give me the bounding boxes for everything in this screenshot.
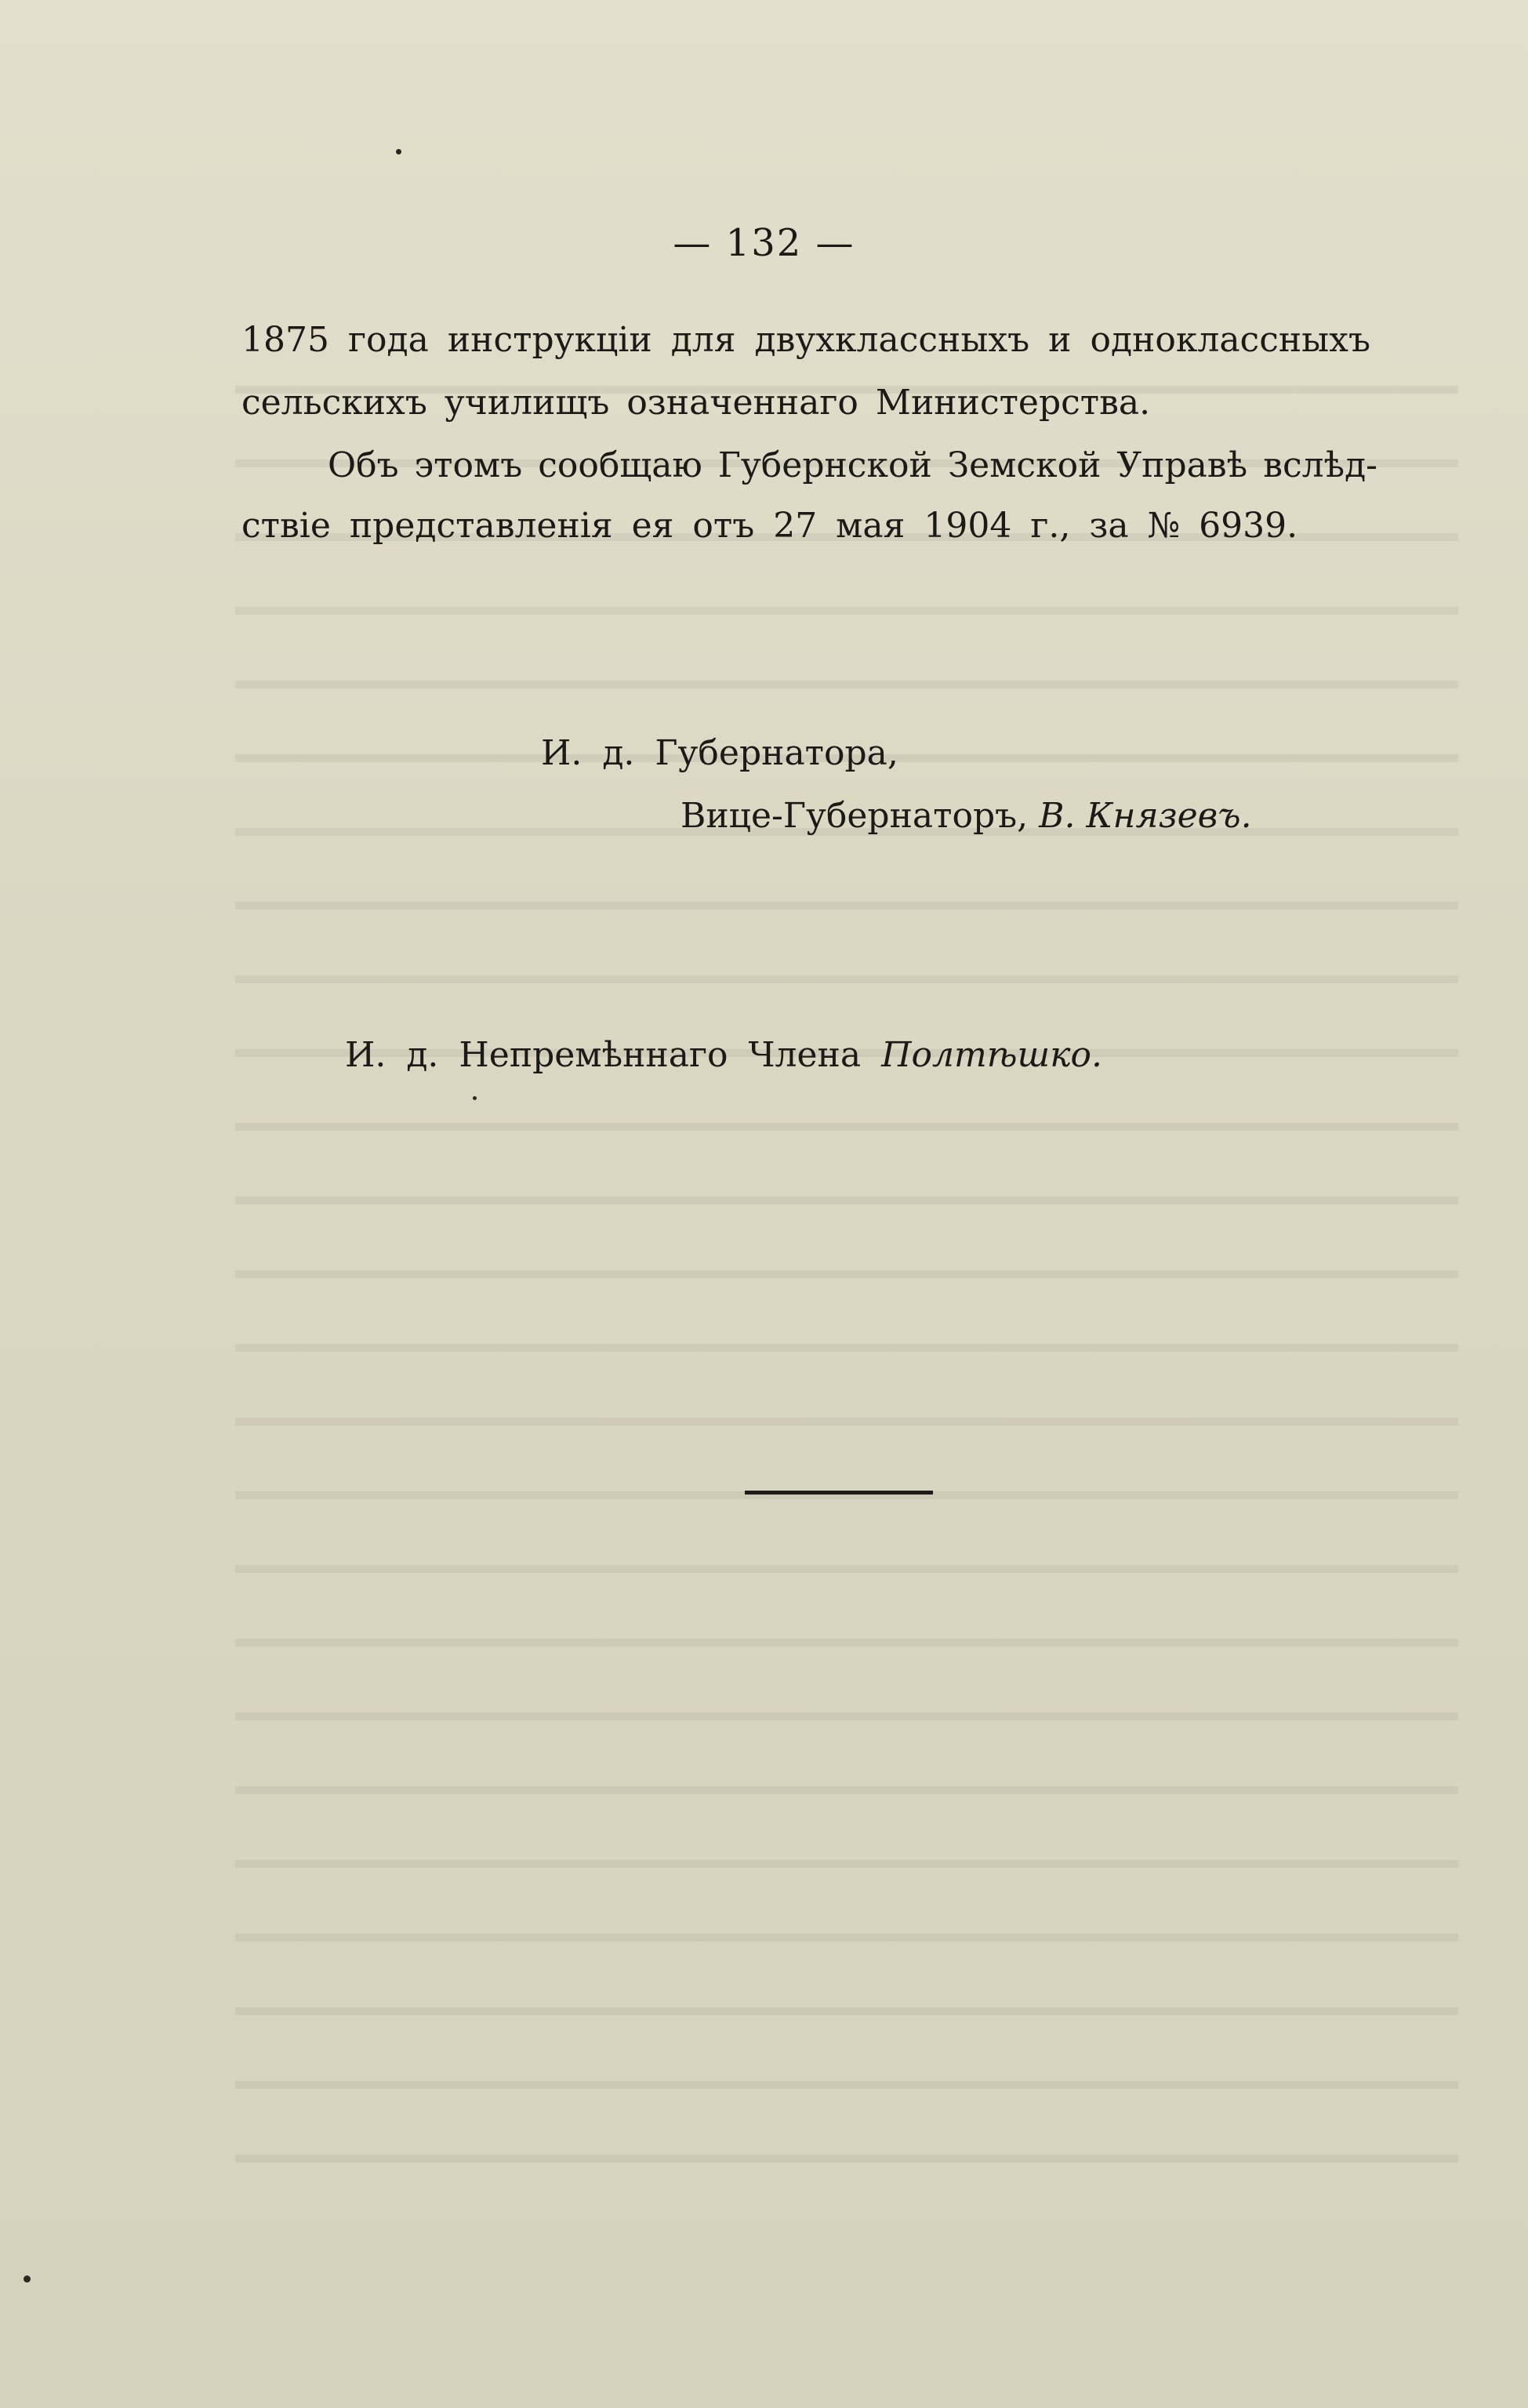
member-signature bbox=[345, 1035, 1102, 1075]
member-title: И. д. Непремѣннаго Члена bbox=[345, 1035, 862, 1075]
show-through-texture bbox=[235, 345, 1458, 2227]
member-name: Полтѣшко. bbox=[881, 1035, 1102, 1075]
closing-rule bbox=[745, 1491, 933, 1495]
page-number: — 132 — bbox=[673, 221, 855, 265]
body-line-3: Объ этомъ сообщаю Губернской Земской Управѣ вслѣд- bbox=[328, 445, 1378, 485]
vice-governor-name: В. Князевъ. bbox=[1039, 796, 1252, 836]
body-line-2: сельскихъ училищъ означеннаго Министерства. bbox=[241, 383, 1151, 423]
body-line-1: 1875 года инструкціи для двухклассныхъ и одноклассныхъ bbox=[241, 320, 1370, 360]
governor-signature-line: И. д. Губернатора, bbox=[541, 733, 898, 773]
vice-governor-signature bbox=[681, 796, 1252, 836]
speck bbox=[24, 2275, 31, 2283]
speck bbox=[473, 1096, 477, 1100]
vice-governor-title: Вице-Губернаторъ, bbox=[681, 796, 1029, 836]
speck bbox=[396, 149, 401, 154]
body-line-4: ствіе представленія ея отъ 27 мая 1904 г., за № 6939. bbox=[241, 506, 1298, 546]
